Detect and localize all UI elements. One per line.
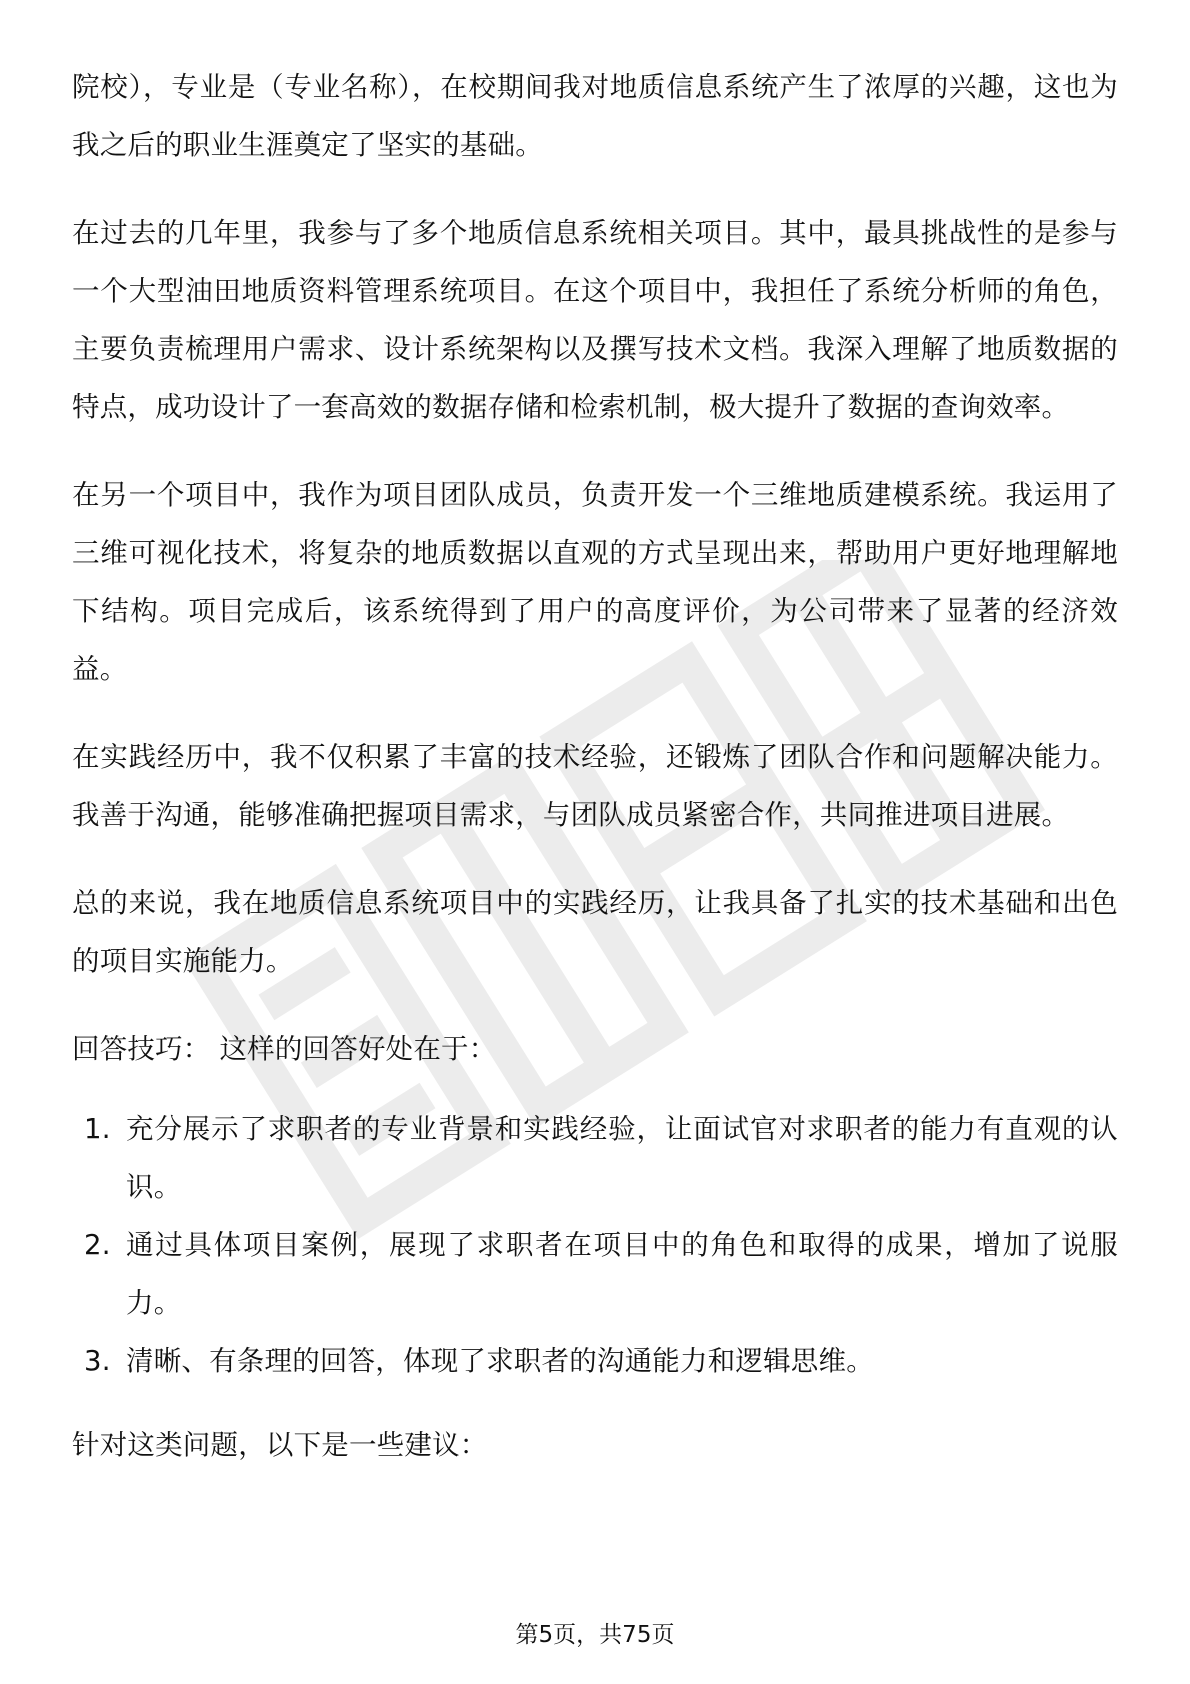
paragraph-project-3d-modeling: 在另一个项目中，我作为项目团队成员，负责开发一个三维地质建模系统。我运用了三维可视化技术，将复杂的地质数据以直观的方式呈现出来，帮助用户更好地理解地下结构。项目完成后，该系统得到了用户的高度评价，为公司带来了显著的经济效益。 (72, 479, 1118, 685)
paragraph-education: 院校），专业是（专业名称），在校期间我对地质信息系统产生了浓厚的兴趣，这也为我之后的职业生涯奠定了坚实的基础。 (72, 71, 1118, 161)
list-item-number: 2. (84, 1229, 111, 1261)
list-item-number: 1. (84, 1113, 111, 1145)
page-number: 第5页，共75页 (515, 1622, 675, 1648)
list-item-text: 通过具体项目案例，展现了求职者在项目中的角色和取得的成果，增加了说服力。 (126, 1229, 1118, 1319)
list-item-text: 清晰、有条理的回答，体现了求职者的沟通能力和逻辑思维。 (126, 1345, 874, 1377)
paragraph-project-oilfield: 在过去的几年里，我参与了多个地质信息系统相关项目。其中，最具挑战性的是参与一个大型油田地质资料管理系统项目。在这个项目中，我担任了系统分析师的角色，主要负责梳理用户需求、设计系统架构以及撰写技术文档。我深入理解了地质数据的特点，成功设计了一套高效的数据存储和检索机制，极大提升了数据的查询效率。 (72, 217, 1118, 423)
paragraph-conclusion: 总的来说，我在地质信息系统项目中的实践经历，让我具备了扎实的技术基础和出色的项目实施能力。 (72, 887, 1118, 977)
paragraph-experience-summary: 在实践经历中，我不仅积累了丰富的技术经验，还锻炼了团队合作和问题解决能力。我善于沟通，能够准确把握项目需求，与团队成员紧密合作，共同推进项目进展。 (72, 741, 1118, 831)
document-body (72, 58, 1118, 1504)
tips-list (72, 1100, 1118, 1390)
paragraph-closing: 针对这类问题，以下是一些建议： (72, 1429, 488, 1461)
list-item (72, 1216, 1118, 1332)
tips-heading: 回答技巧： 这样的回答好处在于： (72, 1033, 497, 1065)
list-item-text: 充分展示了求职者的专业背景和实践经验，让面试官对求职者的能力有直观的认识。 (126, 1113, 1118, 1203)
list-item-number: 3. (84, 1345, 111, 1377)
list-item (72, 1100, 1118, 1216)
list-item (72, 1332, 1118, 1390)
